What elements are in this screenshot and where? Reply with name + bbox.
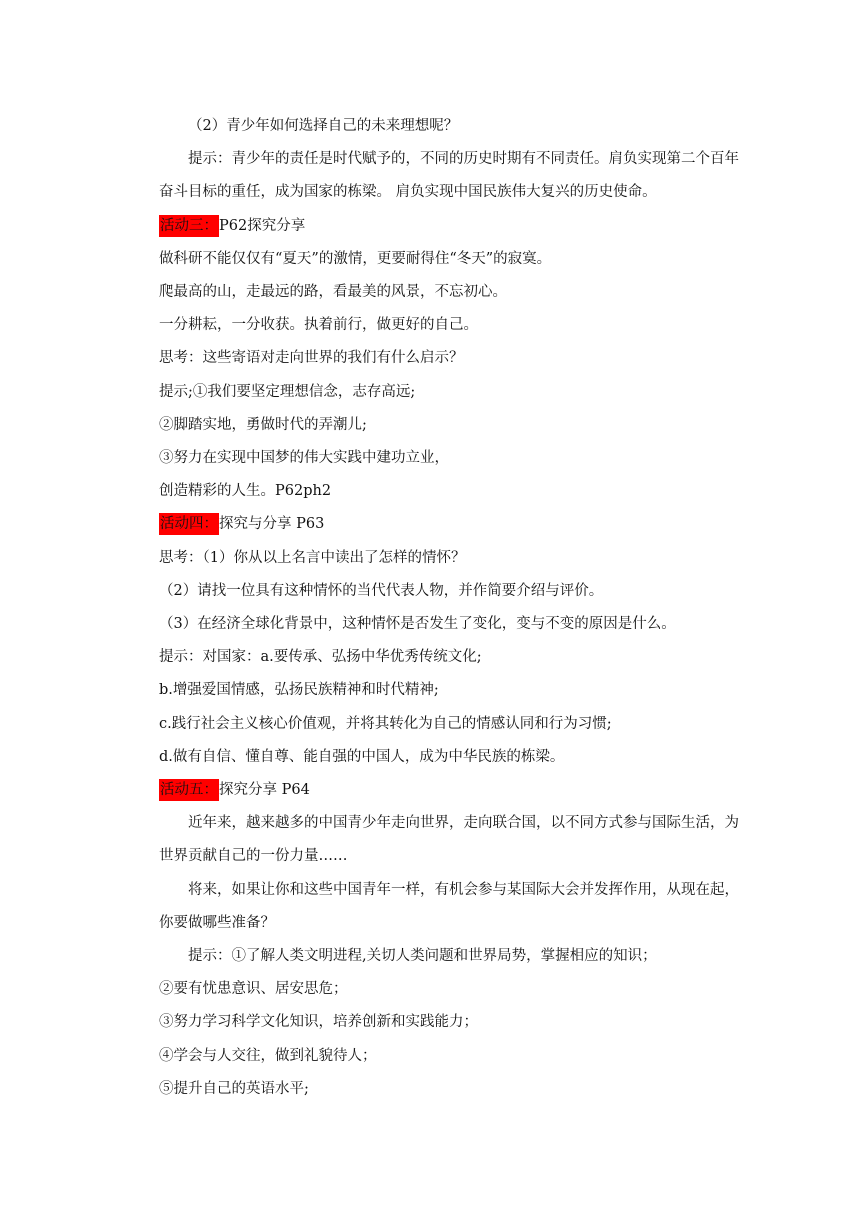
text-line: 做科研不能仅仅有“夏天”的激情，更要耐得住“冬天”的寂寞。 — [159, 250, 552, 267]
activity-four-label: 活动四： — [159, 513, 219, 535]
hint-line: b.增强爱国情感，弘扬民族精神和时代精神; — [159, 682, 439, 699]
hint-paragraph: 提示：青少年的责任是时代赋予的，不同的历史时期有不同责任。肩负实现第二个百年奋斗目标的重任，成为国家的栋梁。 肩负实现中国民族伟大复兴的历史使命。 — [159, 151, 739, 201]
hint-line: ②脚踏实地，勇做时代的弄潮儿; — [159, 416, 367, 433]
question-line: （2）青少年如何选择自己的未来理想呢？ — [188, 118, 459, 134]
hint-line: 创造精彩的人生。P62ph2 — [159, 483, 332, 500]
activity-five-title: 探究分享 P64 — [219, 782, 310, 799]
activity-five-label: 活动五： — [159, 779, 219, 801]
question-line: （2）请找一位具有这种情怀的当代代表人物，并作简要介绍与评价。 — [159, 582, 604, 599]
hint-line: 提示;①我们要坚定理想信念，志存高远; — [159, 383, 416, 400]
activity-three-label: 活动三： — [159, 215, 219, 237]
hint-line: 提示：对国家：a.要传承、弘扬中华优秀传统文化; — [159, 649, 482, 666]
hint-line: ③努力在实现中国梦的伟大实践中建功立业， — [159, 450, 449, 467]
activity-three-heading — [159, 210, 739, 243]
hint-line: ④学会与人交往，做到礼貌待人； — [159, 1047, 377, 1064]
activity-four-title: 探究与分享 P63 — [219, 516, 325, 533]
document-body — [159, 110, 739, 1106]
hint-line: ②要有忧患意识、居安思危； — [159, 981, 348, 998]
activity-three-title: P62探究分享 — [219, 217, 306, 234]
activity-five-heading — [159, 774, 739, 807]
text-paragraph: 近年来，越来越多的中国青少年走向世界，走向联合国，以不同方式参与国际生活，为世界贡献自己的一份力量…… — [159, 815, 739, 865]
question-line: （3）在经济全球化背景中，这种情怀是否发生了变化，变与不变的原因是什么。 — [159, 616, 676, 633]
hint-line: c.践行社会主义核心价值观，并将其转化为自己的情感认同和行为习惯; — [159, 715, 612, 732]
hint-line: ⑤提升自己的英语水平; — [159, 1080, 309, 1097]
question-paragraph: 将来，如果让你和这些中国青年一样，有机会参与某国际大会并发挥作用，从现在起，你要做哪些准备？ — [159, 881, 739, 931]
question-line: 思考：这些寄语对走向世界的我们有什么启示？ — [159, 350, 464, 367]
hint-line: ③努力学习科学文化知识，培养创新和实践能力； — [159, 1014, 478, 1031]
text-line: 一分耕耘，一分收获。执着前行，做更好的自己。 — [159, 317, 478, 334]
hint-line: 提示：①了解人类文明进程,关切人类问题和世界局势，掌握相应的知识； — [188, 948, 657, 965]
activity-four-heading — [159, 508, 739, 541]
question-line: 思考：（1）你从以上名言中读出了怎样的情怀？ — [159, 549, 466, 566]
text-line: 爬最高的山，走最远的路，看最美的风景，不忘初心。 — [159, 284, 507, 301]
hint-line: d.做有自信、懂自尊、能自强的中国人，成为中华民族的栋梁。 — [159, 748, 565, 765]
